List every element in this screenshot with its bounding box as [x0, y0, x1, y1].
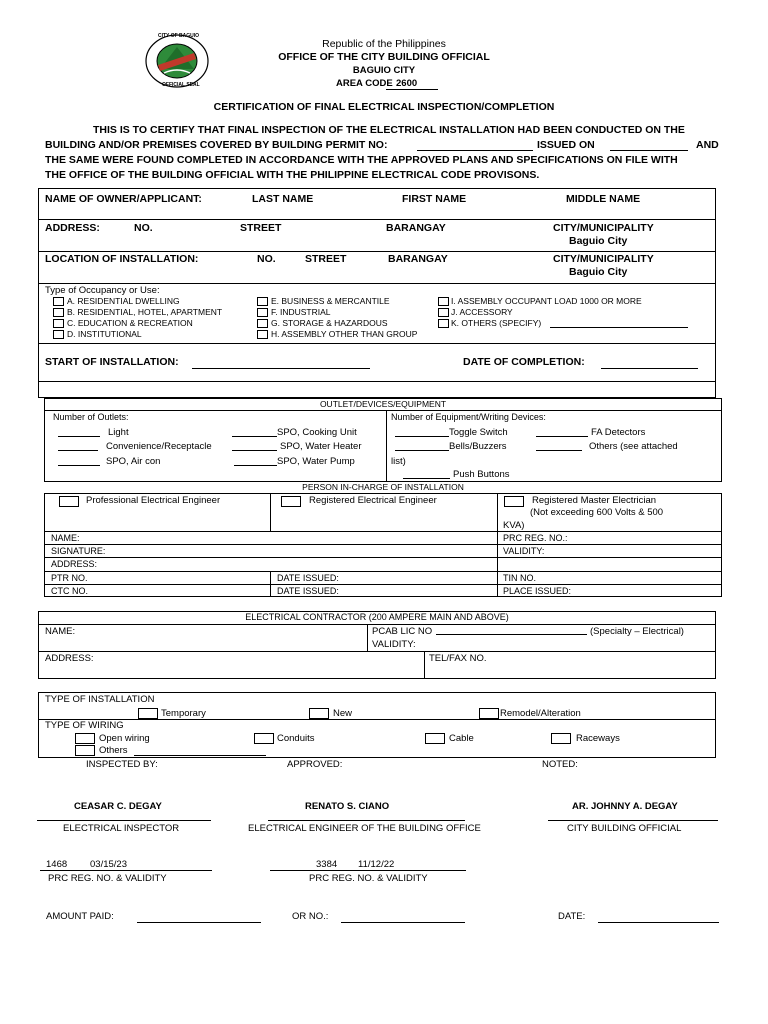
ctc-label: CTC NO.	[51, 586, 88, 596]
occupancy-d: D. INSTITUTIONAL	[67, 329, 142, 339]
location-city-label: CITY/MUNICIPALITY	[553, 253, 654, 265]
light-label: Light	[108, 427, 129, 438]
engineer-title: ELECTRICAL ENGINEER OF THE BUILDING OFFICE	[248, 823, 481, 834]
outlet-title: OUTLET/DEVICES/EQUIPMENT	[319, 399, 447, 409]
intro-line-3: THE SAME WERE FOUND COMPLETED IN ACCORDANCE WITH THE APPROVED PLANS AND SPECIFICATIONS ON FILE WITH	[45, 154, 678, 166]
area-code-label: AREA CODE	[336, 78, 393, 89]
inspector-prc-label: PRC REG. NO. & VALIDITY	[48, 873, 167, 884]
person-signature-label: SIGNATURE:	[51, 546, 106, 556]
inspector-title: ELECTRICAL INSPECTOR	[63, 823, 180, 834]
bells-field[interactable]	[395, 450, 449, 451]
contractor-name-label: NAME:	[45, 626, 76, 637]
start-installation-field[interactable]	[192, 368, 370, 369]
checkbox-occupancy-g[interactable]	[257, 319, 268, 328]
noted-label: NOTED:	[542, 759, 578, 770]
checkbox-occupancy-i[interactable]	[438, 297, 449, 306]
person-prc-label: PRC REG. NO.:	[503, 533, 568, 543]
completion-date-field[interactable]	[601, 368, 698, 369]
checkbox-occupancy-j[interactable]	[438, 308, 449, 317]
checkbox-occupancy-e[interactable]	[257, 297, 268, 306]
checkbox-occupancy-b[interactable]	[53, 308, 64, 317]
checkbox-remodel[interactable]	[479, 708, 499, 719]
remodel-label: Remodel/Alteration	[500, 708, 581, 719]
temporary-label: Temporary	[161, 708, 206, 719]
light-field[interactable]	[58, 436, 100, 437]
location-city-value[interactable]: Baguio City	[569, 266, 628, 278]
spo-heater-field[interactable]	[232, 450, 277, 451]
others-wiring-label: Others	[99, 745, 128, 756]
spo-cooking-label: SPO, Cooking Unit	[277, 427, 357, 438]
checkbox-occupancy-f[interactable]	[257, 308, 268, 317]
bells-label: Bells/Buzzers	[449, 441, 507, 452]
toggle-field[interactable]	[395, 436, 449, 437]
checkbox-temporary[interactable]	[138, 708, 158, 719]
or-no-field[interactable]	[341, 922, 465, 923]
approved-label: APPROVED:	[287, 759, 343, 770]
republic-text: Republic of the Philippines	[322, 38, 446, 50]
inspected-by-label: INSPECTED BY:	[86, 759, 158, 770]
permit-no-field[interactable]	[417, 150, 533, 151]
push-label: Push Buttons	[453, 469, 510, 480]
push-field[interactable]	[403, 478, 450, 479]
engineer-prc-label: PRC REG. NO. & VALIDITY	[309, 873, 428, 884]
contractor-title: ELECTRICAL CONTRACTOR (200 AMPERE MAIN AND ABOVE)	[245, 612, 509, 622]
specialty-label: (Specialty – Electrical)	[590, 626, 684, 637]
installation-type-label: TYPE OF INSTALLATION	[45, 694, 155, 705]
intro-line-4: THE OFFICE OF THE BUILDING OFFICIAL WITH THE PHILIPPINE ELECTRICAL CODE PROVISONS.	[45, 169, 540, 181]
cable-label: Cable	[449, 733, 474, 744]
issued-on-field[interactable]	[610, 150, 688, 151]
spo-pump-label: SPO, Water Pump	[277, 456, 355, 467]
owner-middle-name[interactable]: MIDDLE NAME	[566, 193, 641, 205]
owner-first-name[interactable]: FIRST NAME	[402, 193, 467, 205]
wiring-type-label: TYPE OF WIRING	[45, 720, 124, 731]
address-city-value[interactable]: Baguio City	[569, 235, 628, 247]
address-city-label: CITY/MUNICIPALITY	[553, 222, 654, 234]
location-label: LOCATION OF INSTALLATION:	[45, 253, 199, 265]
location-no[interactable]: NO.	[257, 253, 276, 265]
or-no-label: OR NO.:	[292, 911, 329, 922]
person-address-label: ADDRESS:	[51, 559, 98, 569]
amount-paid-field[interactable]	[137, 922, 261, 923]
checkbox-occupancy-c[interactable]	[53, 319, 64, 328]
location-barangay[interactable]: BARANGAY	[388, 253, 448, 265]
location-street[interactable]: STREET	[305, 253, 347, 265]
checkbox-others-wiring[interactable]	[75, 745, 95, 756]
tel-fax-label: TEL/FAX NO.	[429, 653, 487, 664]
inspector-name: CEASAR C. DEGAY	[74, 801, 162, 812]
fa-label: FA Detectors	[591, 427, 646, 438]
official-name: AR. JOHNNY A. DEGAY	[572, 801, 678, 812]
checkbox-conduits[interactable]	[254, 733, 274, 744]
intro-line-1: THIS IS TO CERTIFY THAT FINAL INSPECTION OF THE ELECTRICAL INSTALLATION HAD BEEN CONDUCTED ON THE	[93, 124, 685, 136]
checkbox-open-wiring[interactable]	[75, 733, 95, 744]
address-label: ADDRESS:	[45, 222, 100, 234]
checkbox-ree[interactable]	[281, 496, 301, 507]
spo-aircon-field[interactable]	[58, 465, 100, 466]
list-label: list)	[391, 456, 406, 467]
occupancy-k: K. OTHERS (SPECIFY)	[451, 318, 542, 328]
occupancy-label: Type of Occupancy or Use:	[45, 285, 160, 296]
rme-label: Registered Master Electrician	[532, 495, 657, 506]
convenience-label: Convenience/Receptacle	[106, 441, 212, 452]
others-wiring-field[interactable]	[134, 755, 266, 756]
pcab-field[interactable]	[436, 634, 587, 635]
official-title: CITY BUILDING OFFICIAL	[567, 823, 682, 834]
inspector-signature-line	[37, 820, 211, 821]
issued-on-label: ISSUED ON	[537, 139, 595, 151]
area-code-value: 2600	[396, 78, 418, 89]
checkbox-occupancy-h[interactable]	[257, 330, 268, 339]
spo-aircon-label: SPO, Air con	[106, 456, 161, 467]
occupancy-e: E. BUSINESS & MERCANTILE	[271, 296, 390, 306]
city-name: BAGUIO CITY	[352, 65, 416, 76]
pcab-label: PCAB LIC NO	[372, 626, 433, 637]
amount-paid-label: AMOUNT PAID:	[46, 911, 114, 922]
checkbox-raceways[interactable]	[551, 733, 571, 744]
checkbox-rme[interactable]	[504, 496, 524, 507]
seal-bottom-text: OFFICIAL SEAL	[162, 82, 200, 88]
tin-label: TIN NO.	[503, 573, 536, 583]
checkbox-occupancy-a[interactable]	[53, 297, 64, 306]
others-field[interactable]	[536, 450, 582, 451]
address-barangay[interactable]: BARANGAY	[386, 222, 446, 234]
intro-line-2: BUILDING AND/OR PREMISES COVERED BY BUILDING PERMIT NO:	[45, 139, 388, 151]
checkbox-occupancy-k[interactable]	[438, 319, 449, 328]
person-title: PERSON IN-CHARGE OF INSTALLATION	[302, 482, 464, 492]
spo-heater-label: SPO, Water Heater	[280, 441, 362, 452]
official-signature-line	[548, 820, 718, 821]
spo-cooking-field[interactable]	[232, 436, 277, 437]
others-label: Others (see attached	[589, 441, 678, 452]
new-label: New	[333, 708, 353, 719]
toggle-label: Toggle Switch	[449, 427, 508, 438]
occupancy-others-field[interactable]	[550, 327, 688, 328]
occupancy-g: G. STORAGE & HAZARDOUS	[271, 318, 388, 328]
owner-label: NAME OF OWNER/APPLICANT:	[45, 193, 202, 205]
contractor-validity-label: VALIDITY:	[372, 639, 416, 650]
occupancy-f: F. INDUSTRIAL	[271, 307, 331, 317]
ptr-date-label: DATE ISSUED:	[277, 573, 339, 583]
occupancy-h: H. ASSEMBLY OTHER THAN GROUP	[271, 329, 418, 339]
checkbox-pee[interactable]	[59, 496, 79, 507]
conduits-label: Conduits	[277, 733, 315, 744]
contractor-address-label: ADDRESS:	[45, 653, 94, 664]
convenience-field[interactable]	[58, 450, 98, 451]
pee-label: Professional Electrical Engineer	[86, 495, 221, 506]
address-street[interactable]: STREET	[240, 222, 282, 234]
engineer-validity: 11/12/22	[358, 859, 395, 870]
fa-field[interactable]	[536, 436, 588, 437]
office-name: OFFICE OF THE CITY BUILDING OFFICIAL	[278, 51, 490, 63]
outlets-label: Number of Outlets:	[53, 412, 129, 422]
spo-pump-field[interactable]	[234, 465, 277, 466]
date-field[interactable]	[598, 922, 719, 923]
checkbox-cable[interactable]	[425, 733, 445, 744]
checkbox-new[interactable]	[309, 708, 329, 719]
rme-note-1: (Not exceeding 600 Volts & 500	[530, 507, 664, 518]
ptr-label: PTR NO.	[51, 573, 88, 583]
start-installation-label: START OF INSTALLATION:	[45, 356, 179, 368]
open-wiring-label: Open wiring	[99, 733, 150, 744]
person-name-label: NAME:	[51, 533, 80, 543]
seal-top-text: CITY OF BAGUIO	[158, 33, 200, 39]
ctc-date-label: DATE ISSUED:	[277, 586, 339, 596]
ree-label: Registered Electrical Engineer	[309, 495, 437, 506]
engineer-prc-no: 3384	[316, 859, 338, 870]
equipment-label: Number of Equipment/Writing Devices:	[391, 412, 546, 422]
engineer-name: RENATO S. CIANO	[305, 801, 390, 812]
address-no[interactable]: NO.	[134, 222, 153, 234]
occupancy-j: J. ACCESSORY	[451, 307, 513, 317]
and-label: AND	[696, 139, 719, 151]
date-label: DATE:	[558, 911, 586, 922]
inspector-prc-no: 1468	[46, 859, 68, 870]
person-validity-label: VALIDITY:	[503, 546, 545, 556]
raceways-label: Raceways	[576, 733, 620, 744]
occupancy-a: A. RESIDENTIAL DWELLING	[67, 296, 180, 306]
occupancy-i: I. ASSEMBLY OCCUPANT LOAD 1000 OR MORE	[451, 296, 642, 306]
occupancy-c: C. EDUCATION & RECREATION	[67, 318, 193, 328]
rme-note-2: KVA)	[503, 520, 525, 531]
document-title: CERTIFICATION OF FINAL ELECTRICAL INSPECTION/COMPLETION	[213, 101, 555, 113]
engineer-signature-line	[268, 820, 465, 821]
owner-last-name[interactable]: LAST NAME	[252, 193, 314, 205]
occupancy-b: B. RESIDENTIAL, HOTEL, APARTMENT	[67, 307, 223, 317]
inspector-validity: 03/15/23	[90, 859, 127, 870]
checkbox-occupancy-d[interactable]	[53, 330, 64, 339]
completion-date-label: DATE OF COMPLETION:	[463, 356, 585, 368]
place-issued-label: PLACE ISSUED:	[503, 586, 572, 596]
